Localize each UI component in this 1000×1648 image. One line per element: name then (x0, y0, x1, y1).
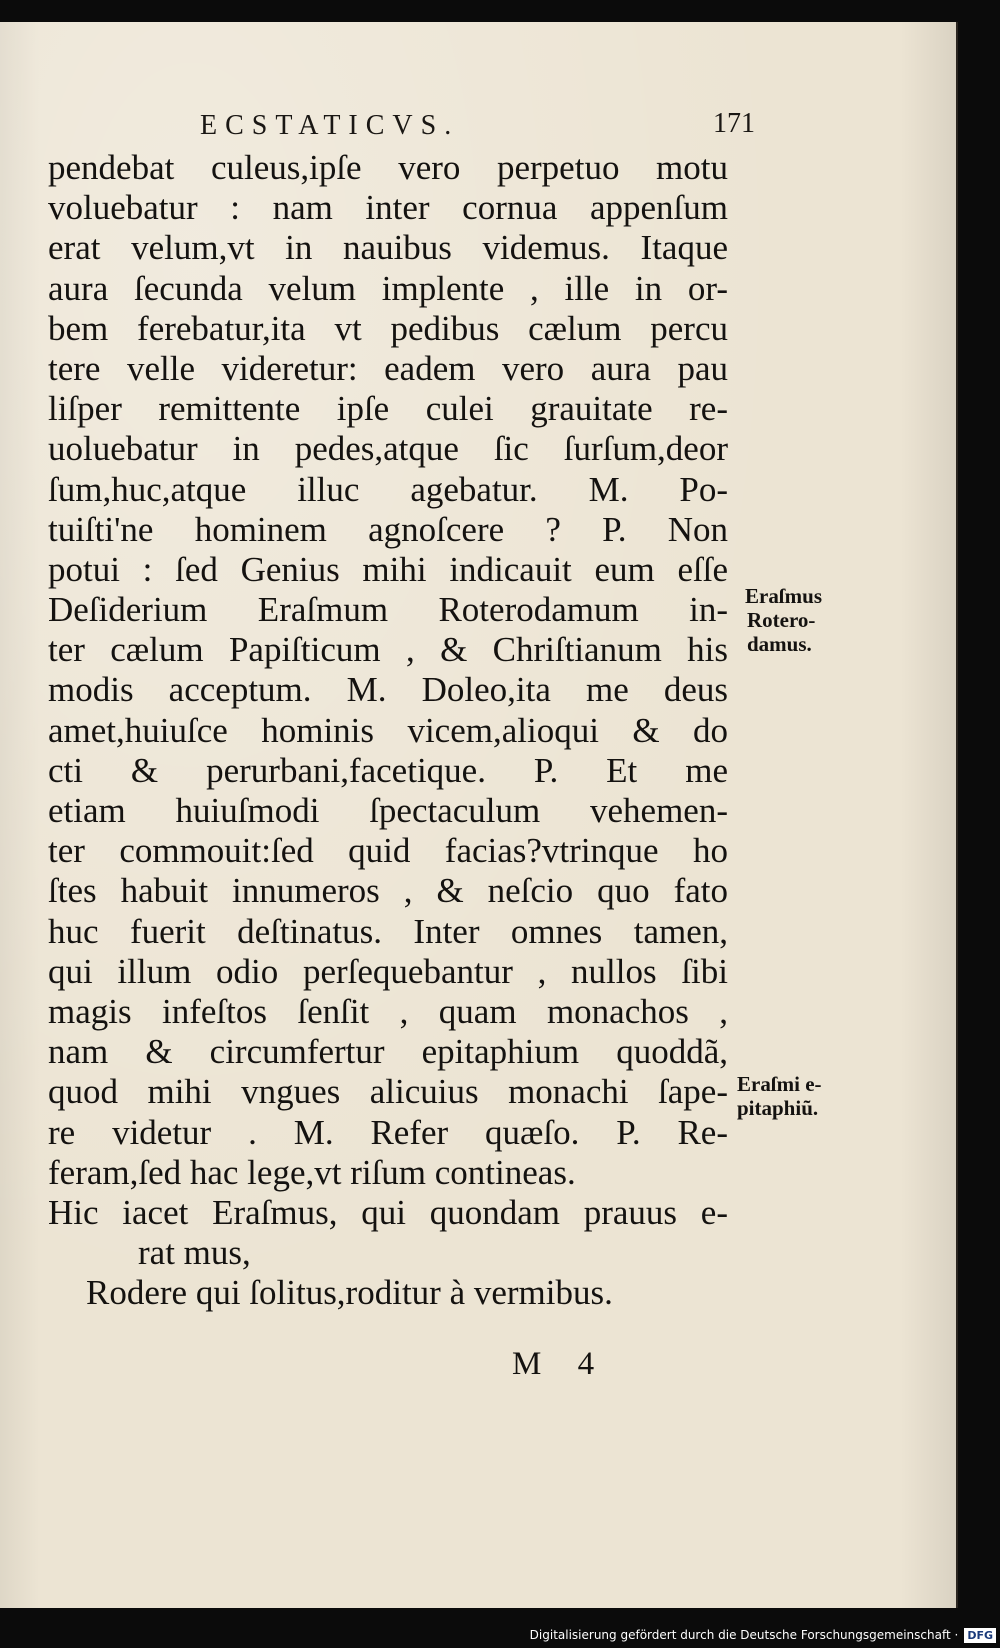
text-line: ter cælum Papiſticum , & Chriſtianum his (48, 630, 728, 670)
text-line: liſper remittente ipſe culei grauitate re- (48, 389, 728, 429)
text-line: re videtur . M. Refer quæſo. P. Re- (48, 1112, 728, 1152)
verse-line: Rodere qui ſolitus,roditur à vermibus. (86, 1273, 613, 1313)
text-line: ſum,huc,atque illuc agebatur. M. Po- (48, 469, 728, 509)
margin-note-line: Eraſmi e- (737, 1072, 822, 1096)
text-line: quod mihi vngues alicuius monachi ſape- (48, 1072, 728, 1112)
margin-note-line: damus. (747, 632, 812, 656)
text-line: qui illum odio perſequebantur , nullos ſibi (48, 951, 728, 991)
signature-mark: M 4 (512, 1346, 609, 1382)
margin-note-erasmus (745, 584, 822, 656)
book-page (0, 22, 958, 1608)
text-line: feram,ſed hac lege,vt riſum contineas. (48, 1152, 576, 1192)
text-line: modis acceptum. M. Doleo,ita me deus (48, 670, 728, 710)
page-number: 171 (713, 108, 755, 139)
margin-note-line: Eraſmus (745, 584, 823, 608)
text-line: pendebat culeus,ipſe vero perpetuo motu (48, 148, 728, 187)
running-head: ECSTATICVS. (200, 110, 460, 141)
text-line: ter commouit:ſed quid facias?vtrinque ho (48, 831, 728, 871)
margin-note-line: Rotero- (747, 608, 816, 632)
credit-text: Digitalisierung gefördert durch die Deutsche Forschungsgemeinschaft · (529, 1628, 959, 1642)
text-line: voluebatur : nam inter cornua appenſum (48, 188, 728, 228)
margin-note-epitaph (737, 1072, 822, 1120)
dfg-logo: DFG (964, 1628, 996, 1643)
text-line: bem ferebatur,ita vt pedibus cælum percu (48, 308, 728, 348)
text-line: uoluebatur in pedes,atque ſic ſurſum,deor (48, 429, 728, 469)
text-line: potui : ſed Genius mihi indicauit eum eſſe (48, 549, 728, 589)
text-line: ſtes habuit innumeros , & neſcio quo fato (48, 871, 728, 911)
text-line: etiam huiuſmodi ſpectaculum vehemen- (48, 791, 728, 830)
text-line: aura ſecunda velum implente , ille in or- (48, 268, 728, 308)
text-line: Deſiderium Eraſmum Roterodamum in- (48, 590, 728, 630)
text-line: amet,huiuſce hominis vicem,alioqui & do (48, 710, 728, 750)
margin-note-line: pitaphiũ. (737, 1096, 819, 1120)
text-line: tere velle videretur: eadem vero aura pau (48, 348, 728, 388)
text-line: erat velum,vt in nauibus videmus. Itaque (48, 228, 728, 268)
verse-line-continuation: rat mus, (138, 1233, 251, 1273)
text-line: cti & perurbani,facetique. P. Et me (48, 750, 728, 790)
digitization-credit (530, 1622, 1000, 1648)
body-text (48, 148, 728, 1313)
text-line: magis infeſtos ſenſit , quam monachos , (48, 991, 728, 1031)
text-line: huc fuerit deſtinatus. Inter omnes tamen, (48, 911, 728, 951)
text-line: nam & circumfertur epitaphium quoddã, (48, 1032, 728, 1072)
verse-line: Hic iacet Eraſmus, qui quondam prauus e- (48, 1192, 728, 1232)
text-line: tuiſti'ne hominem agnoſcere ? P. Non (48, 509, 728, 549)
